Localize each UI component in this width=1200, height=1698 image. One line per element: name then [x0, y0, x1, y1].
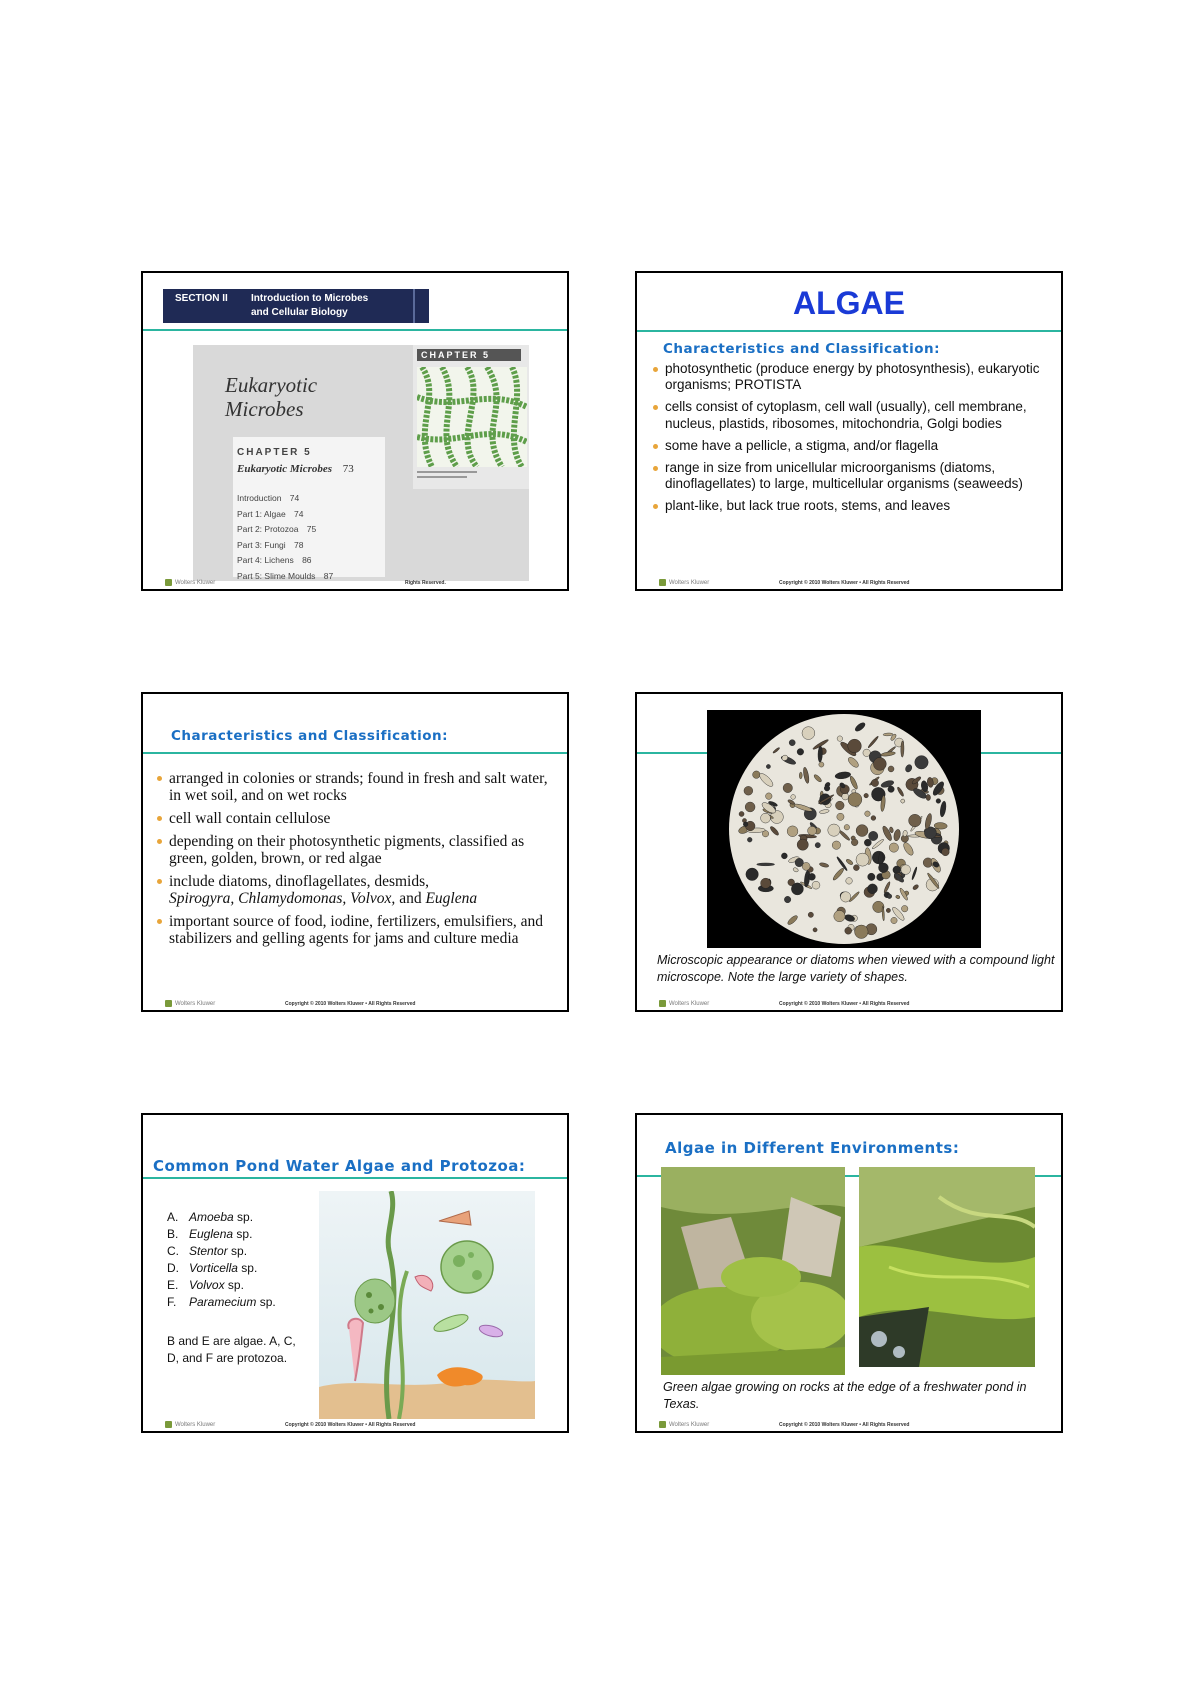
slide-footer: [165, 1418, 557, 1428]
slide-footer: [659, 576, 1051, 586]
diatom-speck: [802, 727, 815, 740]
diatom-speck: [842, 793, 849, 800]
diatom-speck: [840, 892, 850, 902]
slide-6: [635, 1113, 1063, 1433]
diatom-speck: [743, 822, 748, 827]
book-title-line2: Microbes: [225, 397, 304, 421]
diatom-speck: [837, 813, 844, 820]
toc-item: Part 1: Algae 74: [237, 508, 304, 519]
figure-caption: Green algae growing on rocks at the edge of a freshwater pond in Texas.: [663, 1380, 1027, 1411]
publisher-name: Wolters Kluwer: [669, 1422, 710, 1428]
toc-item: Introduction 74: [237, 493, 300, 503]
diatom-speck: [871, 816, 876, 821]
toc-chapter: CHAPTER 5: [237, 447, 312, 458]
list-item: range in size from unicellular microorganisms (diatoms, dinoflagellates) to large, multicellular organisms (seaweeds): [651, 460, 1051, 492]
diatom-speck: [848, 739, 862, 753]
diatom-speck: [824, 785, 830, 791]
diatom-speck: [845, 927, 852, 934]
slide-1: [141, 271, 569, 591]
slide-title: ALGAE: [793, 285, 905, 321]
publisher-logo-icon: [165, 1421, 172, 1428]
section-banner: [163, 289, 429, 323]
diatom-speck: [868, 884, 878, 894]
list-item: some have a pellicle, a stigma, and/or flagella: [651, 438, 1051, 454]
list-item: cells consist of cytoplasm, cell wall (usually), cell membrane, nucleus, plastids, ribosomes, mitochondria, Golgi bodies: [651, 399, 1051, 431]
diatom-speck: [886, 908, 890, 912]
diatom-speck: [819, 762, 824, 767]
section-tag: SECTION II: [175, 293, 228, 304]
toc-item: Part 4: Lichens 86: [237, 555, 312, 565]
diatom-speck: [797, 748, 804, 755]
toc-title-page: 73: [342, 463, 354, 475]
section-title-line2: and Cellular Biology: [251, 307, 348, 318]
diatom-speck: [808, 912, 813, 917]
diatom-speck: [766, 764, 770, 768]
slide-subtitle: Characteristics and Classification:: [663, 341, 941, 357]
bullet-list: [155, 770, 557, 953]
list-item: E. Volvox sp.: [167, 1278, 244, 1292]
diatom-speck: [915, 756, 928, 769]
pond-organisms-illustration: [319, 1191, 535, 1419]
algae-protozoa-note: B and E are algae. A, C, D, and F are protozoa.: [167, 1334, 296, 1365]
list-item: photosynthetic (produce energy by photosynthesis), eukaryotic organisms; PROTISTA: [651, 361, 1051, 393]
slide-subtitle: Characteristics and Classification:: [171, 728, 449, 744]
copyright-text: Copyright © 2010 Wolters Kluwer • All Rights Reserved: [285, 1001, 416, 1007]
toc-item: Part 3: Fungi 78: [237, 539, 304, 550]
diatom-speck: [747, 837, 752, 842]
slide-footer: [659, 997, 1051, 1007]
book-title-line1: Eukaryotic: [225, 373, 318, 397]
diatom-speck: [791, 883, 803, 895]
slide-3: [141, 692, 569, 1012]
diatom-speck: [871, 779, 878, 786]
algae-strands-image: [417, 367, 527, 467]
publisher-logo-icon: [165, 1000, 172, 1007]
toc-title-row: [237, 463, 354, 475]
list-item: D. Vorticella sp.: [167, 1261, 258, 1275]
algae-in-water-photo: [859, 1167, 1035, 1367]
diatom-speck: [856, 853, 869, 866]
diatom-speck: [868, 873, 875, 880]
list-item: depending on their photosynthetic pigments, classified as green, golden, brown, or red algae: [155, 833, 557, 867]
publisher-logo-icon: [659, 1000, 666, 1007]
diatom-speck: [889, 843, 898, 852]
diatom-speck: [808, 826, 817, 835]
diatom-speck: [846, 878, 853, 885]
toc-item: Part 2: Protozoa 75: [237, 524, 317, 534]
diatom-speck: [869, 831, 878, 840]
diatom-speck: [865, 811, 871, 817]
diatom-speck: [761, 878, 771, 888]
diatom-speck: [739, 811, 744, 816]
diatom-speck: [787, 826, 798, 837]
diatom-speck: [835, 801, 844, 810]
list-item: arranged in colonies or strands; found in fresh and salt water, in wet soil, and on wet rocks: [155, 770, 557, 804]
diatom-speck: [818, 746, 823, 762]
slide-footer: [165, 997, 557, 1007]
diatom-speck: [853, 865, 859, 871]
diatom-speck: [781, 853, 787, 859]
diatom-speck: [799, 772, 802, 779]
diatom-speck: [873, 757, 886, 770]
diatom-speck: [856, 825, 868, 837]
diatom-speck: [832, 841, 840, 849]
publisher-logo-icon: [659, 579, 666, 586]
diatom-speck: [812, 881, 820, 889]
slide-subtitle: Algae in Different Environments:: [665, 1139, 960, 1157]
organism-list: [167, 1209, 276, 1311]
diatom-speck: [797, 839, 808, 850]
section-title-line1: Introduction to Microbes: [251, 293, 369, 304]
diatom-speck: [887, 894, 892, 899]
slide-subtitle: Common Pond Water Algae and Protozoa:: [153, 1157, 526, 1175]
cover-right-panel: [413, 345, 529, 489]
publisher-logo-icon: [165, 579, 172, 586]
diatom-speck: [901, 865, 911, 875]
diatom-speck: [864, 839, 871, 846]
list-item: F. Paramecium sp.: [167, 1295, 276, 1309]
publisher-name: Wolters Kluwer: [175, 1422, 216, 1428]
diatom-speck: [855, 925, 868, 938]
diatom-speck: [789, 740, 795, 746]
book-title: [225, 373, 317, 421]
toc-item: Part 5: Slime Moulds 87: [237, 570, 334, 581]
publisher-name: Wolters Kluwer: [175, 580, 216, 586]
slide-4: [635, 692, 1063, 1012]
list-item: important source of food, iodine, fertilizers, emulsifiers, and stabilizers and gelling agents for jams and culture media: [155, 913, 557, 947]
diatom-speck: [891, 917, 897, 923]
algae-on-rocks-photo: [661, 1167, 845, 1375]
diatom-speck: [828, 824, 840, 836]
list-item: B. Euglena sp.: [167, 1227, 253, 1241]
diatom-speck: [815, 842, 820, 847]
chapter-label: CHAPTER 5: [417, 349, 521, 361]
book-cover: [193, 345, 529, 581]
copyright-text: Copyright © 2010 Wolters Kluwer • All Rights Reserved: [779, 1422, 910, 1428]
copyright-text: Copyright © 2010 Wolters Kluwer • All Rights Reserved: [779, 580, 910, 586]
diatom-speck: [784, 896, 791, 903]
list-item: C. Stentor sp.: [167, 1244, 248, 1258]
diatom-speck: [813, 928, 817, 932]
list-item: A. Amoeba sp.: [167, 1210, 254, 1224]
diatom-speck: [837, 736, 842, 741]
diatom-speck: [888, 786, 894, 792]
diatom-speck: [791, 795, 796, 800]
copyright-text: Rights Reserved.: [405, 580, 446, 586]
diatoms-micrograph: [707, 710, 981, 948]
diatom-speck: [761, 813, 771, 823]
bullet-list: [651, 361, 1051, 521]
diatom-speck: [942, 848, 950, 856]
diatom-speck: [901, 905, 907, 911]
list-item: cell wall contain cellulose: [155, 810, 557, 827]
toc-title: Eukaryotic Microbes: [237, 463, 333, 475]
slide-5: [141, 1113, 569, 1433]
publisher-logo-icon: [659, 1421, 666, 1428]
diatom-speck: [879, 863, 889, 873]
diatom-speck: [901, 741, 904, 757]
toc-list: [237, 491, 333, 581]
slide-footer: [659, 1418, 1051, 1428]
publisher-name: Wolters Kluwer: [669, 1001, 710, 1007]
diatom-speck: [746, 868, 758, 880]
diatom-speck: [753, 771, 761, 779]
diatom-speck: [744, 786, 753, 795]
diatom-speck: [936, 799, 941, 804]
list-item: plant-like, but lack true roots, stems, and leaves: [651, 498, 1051, 514]
diatom-speck: [757, 863, 775, 866]
diatom-speck: [864, 793, 869, 798]
copyright-text: Copyright © 2010 Wolters Kluwer • All Rights Reserved: [779, 1001, 910, 1007]
diatom-speck: [888, 766, 894, 772]
diatom-speck: [844, 825, 849, 830]
publisher-name: Wolters Kluwer: [669, 580, 710, 586]
diatom-speck: [808, 873, 815, 880]
publisher-name: Wolters Kluwer: [175, 1001, 216, 1007]
diatom-speck: [848, 793, 862, 807]
list-item: include diatoms, dinoflagellates, desmids, Spirogyra, Chlamydomonas, Volvox, and Euglena: [155, 873, 557, 907]
slide-footer: [165, 576, 557, 586]
figure-caption: Microscopic appearance or diatoms when viewed with a compound light microscope. Note the large variety of shapes.: [657, 953, 1055, 984]
diatom-speck: [834, 910, 845, 921]
diatom-speck: [802, 862, 810, 870]
diatom-speck: [783, 783, 792, 792]
diatom-speck: [926, 794, 931, 801]
diatom-speck: [851, 839, 858, 846]
diatom-speck: [745, 802, 755, 812]
diatom-speck: [909, 814, 922, 827]
diatom-speck: [766, 793, 773, 800]
slide-2: [635, 271, 1063, 591]
copyright-text: Copyright © 2010 Wolters Kluwer • All Rights Reserved: [285, 1422, 416, 1428]
